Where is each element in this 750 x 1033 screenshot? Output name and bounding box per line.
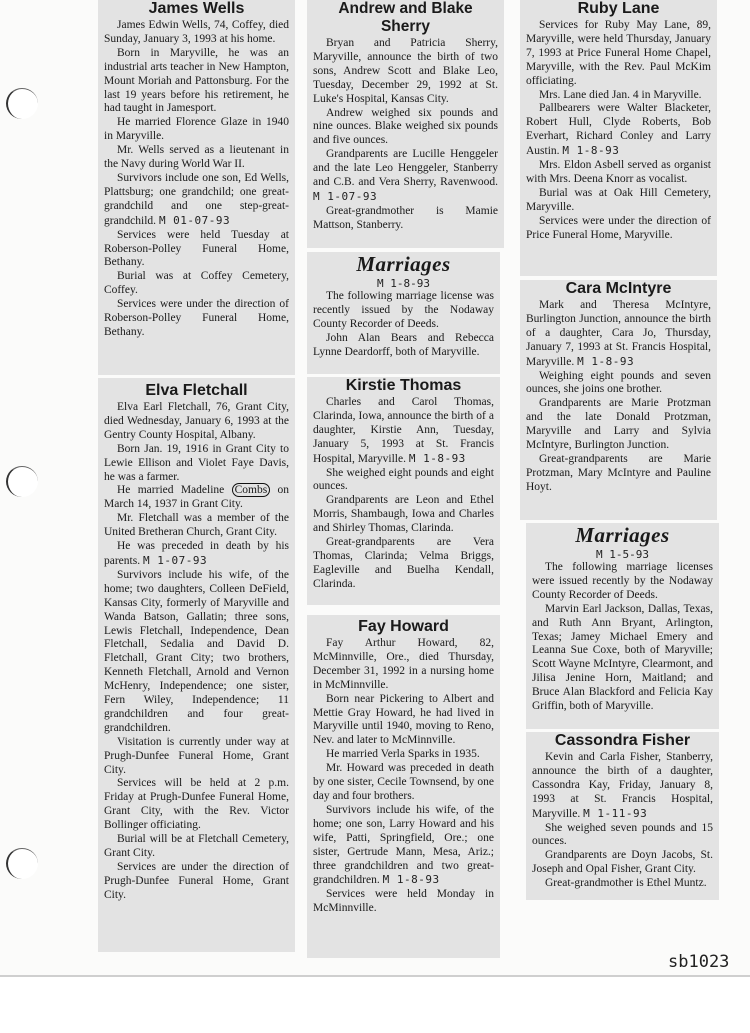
clipping-title: Elva Fletchall [145, 382, 248, 399]
paragraph [104, 172, 289, 229]
paragraph: Mr. Wells served as a lieutenant in the Navy during World War II. [104, 144, 289, 171]
handwritten-date: M 1-11-93 [583, 806, 648, 820]
paragraph [104, 540, 289, 569]
paragraph [313, 148, 498, 205]
paragraph [313, 804, 494, 888]
handwritten-date: M 1-8-93 [577, 354, 635, 368]
paragraph: Services were held Tuesday at Roberson-Polley Funeral Home, Bethany. [104, 228, 289, 269]
paragraph: Andrew weighed six pounds and nine ounces. Blake weighed six pounds and five ounces. [313, 106, 498, 147]
clipping-elva-fletchall [98, 378, 295, 952]
clipping-title: Fay Howard [358, 618, 449, 635]
handwritten-date: M 01-07-93 [158, 213, 231, 227]
paragraph-text: Charles and Carol Thomas, Clarinda, Iowa, announce the birth of a daughter, Kirstie Ann, Tuesday, January 5, 1993 at St. Francis Hospital, Maryville. [313, 396, 494, 465]
paragraph: Elva Earl Fletchall, 76, Grant City, died Wednesday, January 6, 1993 at the Gentry County Hospital, Albany. [104, 401, 289, 441]
clipping-kirstie-thomas [307, 377, 500, 605]
handwritten-date: M 1-8-93 [408, 451, 466, 465]
clipping-james-wells [98, 0, 295, 375]
clipping-sherry-birth [307, 0, 504, 248]
clipping-fay-howard [307, 615, 500, 958]
paragraph: Services for Ruby May Lane, 89, Maryville, were held Thursday, January 7, 1993 at Price Funeral Home Chapel, Maryville, with the Rev. Paul McKim officiating. [526, 19, 711, 87]
paragraph-text: Kevin and Carla Fisher, Stanberry, announce the birth of a daughter, Cassondra Kay, Friday, January 8, 1993 at St. Francis Hospital, Maryville. [532, 751, 713, 820]
paragraph: She weighed eight pounds and eight ounces. [313, 466, 494, 493]
paragraph: Great-grandmother is Mamie Mattson, Stanberry. [313, 204, 498, 231]
paragraph: Services were under the direction of Roberson-Polley Funeral Home, Bethany. [104, 298, 289, 338]
paragraph: The following marriage license was recently issued by the Nodaway County Recorder of Deeds. [313, 290, 494, 330]
paragraph [526, 102, 711, 159]
paragraph: Great-grandmother is Ethel Muntz. [545, 877, 707, 890]
paragraph: John Alan Bears and Rebecca Lynne Deardorff, both of Maryville. [313, 331, 494, 358]
paragraph: Born Jan. 19, 1916 in Grant City to Lewie Ellison and Violet Faye Davis, he was a farmer. [104, 442, 289, 483]
clipping-title: Andrew and Blake Sherry [338, 0, 473, 35]
clipping-title: Marriages [575, 523, 670, 547]
page-edge [0, 975, 750, 977]
paragraph: Burial was at Oak Hill Cemetery, Maryville. [526, 186, 711, 213]
clipping-title: Cassondra Fisher [554, 732, 691, 749]
handwritten-date: M 1-07-93 [142, 553, 208, 567]
paragraph [104, 484, 289, 512]
handwritten-date: M 1-07-93 [313, 189, 378, 203]
paragraph: Mrs. Eldon Asbell served as organist with Mrs. Deena Knorr as vocalist. [526, 159, 711, 185]
clipping-marriages-1 [307, 252, 500, 374]
paragraph: Services will be held at 2 p.m. Friday at Prugh-Dunfee Funeral Home, Grant City, with the Rev. Victor Bollinger officiating. [104, 777, 289, 832]
paragraph: Born in Maryville, he was an industrial arts teacher in New Hampton, Mount Moriah and Pattonsburg. For the last 19 years before his retirement, he had taught in Jamesport. [104, 46, 289, 115]
paragraph: Great-grandparents are Marie Protzman, Mary McIntyre and Pauline Hoyt. [526, 452, 711, 493]
paragraph: Burial was at Coffey Cemetery, Coffey. [104, 270, 289, 297]
paragraph: Services were held Monday in McMinnville. [313, 888, 494, 915]
paragraph-text: on March 14, 1937 in Grant City. [104, 484, 289, 511]
clipping-title: James Wells [148, 0, 245, 17]
paragraph: He married Florence Glaze in 1940 in Maryville. [104, 116, 289, 143]
clipping-cassondra-fisher [526, 732, 719, 900]
handwritten-date: M 1-5-93 [596, 548, 649, 561]
paragraph: Mr. Fletchall was a member of the United Bretheran Church, Grant City. [104, 512, 289, 539]
paragraph [313, 396, 494, 467]
paragraph: Bryan and Patricia Sherry, Maryville, announce the birth of two sons, Andrew Scott and Blake Leo, Tuesday, December 29, 1992 at St. Luke's Hospital, Kansas City. [313, 37, 498, 105]
paragraph: Grandparents are Marie Protzman and the late Donald Protzman, Maryville and Larry and Sylvia McIntyre, Burlington Junction. [526, 397, 711, 452]
paragraph: The following marriage licenses were issued recently by the Nodaway County Recorder of Deeds. [532, 561, 713, 601]
binder-hole-icon [6, 88, 38, 119]
paragraph: He married Verla Sparks in 1935. [326, 748, 480, 761]
paragraph: Weighing eight pounds and seven ounces, she joins one brother. [526, 369, 711, 396]
handwritten-date: M 1-8-93 [382, 873, 440, 887]
paragraph: Marvin Earl Jackson, Dallas, Texas, and Ruth Ann Bryant, Arlington, Texas; Jamey Michael Emery and Leanna Sue Coxe, both of Maryville; Scott Wayne McIntyre, Clearmont, and Jilisa Jenine Horn, Maitland; and Bruce Alan Blackford and Felicia Kay Griffin, both of Maryville. [532, 602, 713, 713]
clipping-title: Kirstie Thomas [345, 377, 462, 394]
paragraph-text: He married Madeline [117, 484, 225, 497]
paragraph-text: Survivors include his wife, of the home; one son, Larry Howard and his wife, Patti, Springfield, Ore.; one sister, Gertrude Mann, Mesa, Ariz.; three grandchildren and two great-grandchildren. [313, 803, 494, 887]
binder-hole-icon [6, 466, 38, 497]
clipping-cara-mcintyre [520, 280, 717, 520]
clipping-title: Marriages [356, 252, 451, 276]
paragraph: Services were under the direction of Price Funeral Home, Maryville. [526, 214, 711, 241]
paragraph [532, 751, 713, 822]
clipping-ruby-lane [520, 0, 717, 276]
paragraph: Survivors include his wife, of the home; two daughters, Colleen DeField, Kansas City, formerly of Maryville and Wanda Batson, Gallatin; three sons, Lewis Fletchall, Independence, Dean Fletchall, Sedalia and David D. Fletchall, Grant City; two brothers, Kenneth Fletchall, Arnold and Vernon McHenry, Independence; one sister, Fern Wiley, Independence; 11 grandchildren and four great-grandchildren. [104, 568, 289, 734]
paragraph-text: He was preceded in death by his parents. [104, 540, 289, 567]
paragraph: Mrs. Lane died Jan. 4 in Maryville. [539, 88, 702, 101]
paragraph: Mr. Howard was preceded in death by one sister, Cecile Townsend, by one day and four brothers. [313, 762, 494, 802]
circled-surname: Combs [232, 483, 271, 497]
paragraph: Great-grandparents are Vera Thomas, Clarinda; Velma Briggs, Eagleville and Buelha Kendall, Clarinda. [313, 536, 494, 590]
paragraph: Grandparents are Leon and Ethel Morris, Shambaugh, Iowa and Charles and Shirley Thomas, Clarinda. [313, 494, 494, 535]
paragraph: She weighed seven pounds and 15 ounces. [532, 821, 713, 848]
binder-hole-icon [6, 848, 38, 879]
paragraph: Born near Pickering to Albert and Mettie Gray Howard, he had lived in Maryville until 1940, moving to Reno, Nev. and later to McMinnville. [313, 692, 494, 747]
paragraph-text: Mark and Theresa McIntyre, Burlington Junction, announce the birth of a daughter, Cara Jo, Thursday, January 7, 1993 at St. Francis Hospital, Maryville. [526, 299, 711, 368]
handwritten-page-id: sb1023 [668, 952, 730, 972]
paragraph: James Edwin Wells, 74, Coffey, died Sunday, January 3, 1993 at his home. [104, 19, 289, 45]
clipping-marriages-2 [526, 523, 719, 729]
paragraph-text: Pallbearers were Walter Blacketer, Robert Hull, Clyde Roberts, Bob Everhart, Richard Conley and Larry Austin. [526, 102, 711, 158]
paragraph: Visitation is currently under way at Prugh-Dunfee Funeral Home, Grant City. [104, 735, 289, 776]
paragraph: Services are under the direction of Prugh-Dunfee Funeral Home, Grant City. [104, 860, 289, 901]
paragraph: Burial will be at Fletchall Cemetery, Grant City. [104, 833, 289, 859]
clipping-title: Ruby Lane [577, 0, 660, 17]
paragraph-text: Grandparents are Lucille Henggeler and the late Leo Henggeler, Stanberry and C.B. and Vera Sherry, Ravenwood. [313, 148, 498, 189]
handwritten-date: M 1-8-93 [377, 277, 430, 290]
paragraph [526, 299, 711, 370]
handwritten-date: M 1-8-93 [562, 144, 620, 158]
paragraph-text: Survivors include one son, Ed Wells, Plattsburg; one grandchild; one great-grandchild and one step-great-grandchild. [104, 171, 289, 227]
paragraph: Grandparents are Doyn Jacobs, St. Joseph and Opal Fisher, Grant City. [532, 849, 713, 876]
paragraph: Fay Arthur Howard, 82, McMinnville, Ore., died Thursday, December 31, 1992 in a nursing home in McMinnville. [313, 637, 494, 691]
clipping-title: Cara McIntyre [565, 280, 672, 297]
